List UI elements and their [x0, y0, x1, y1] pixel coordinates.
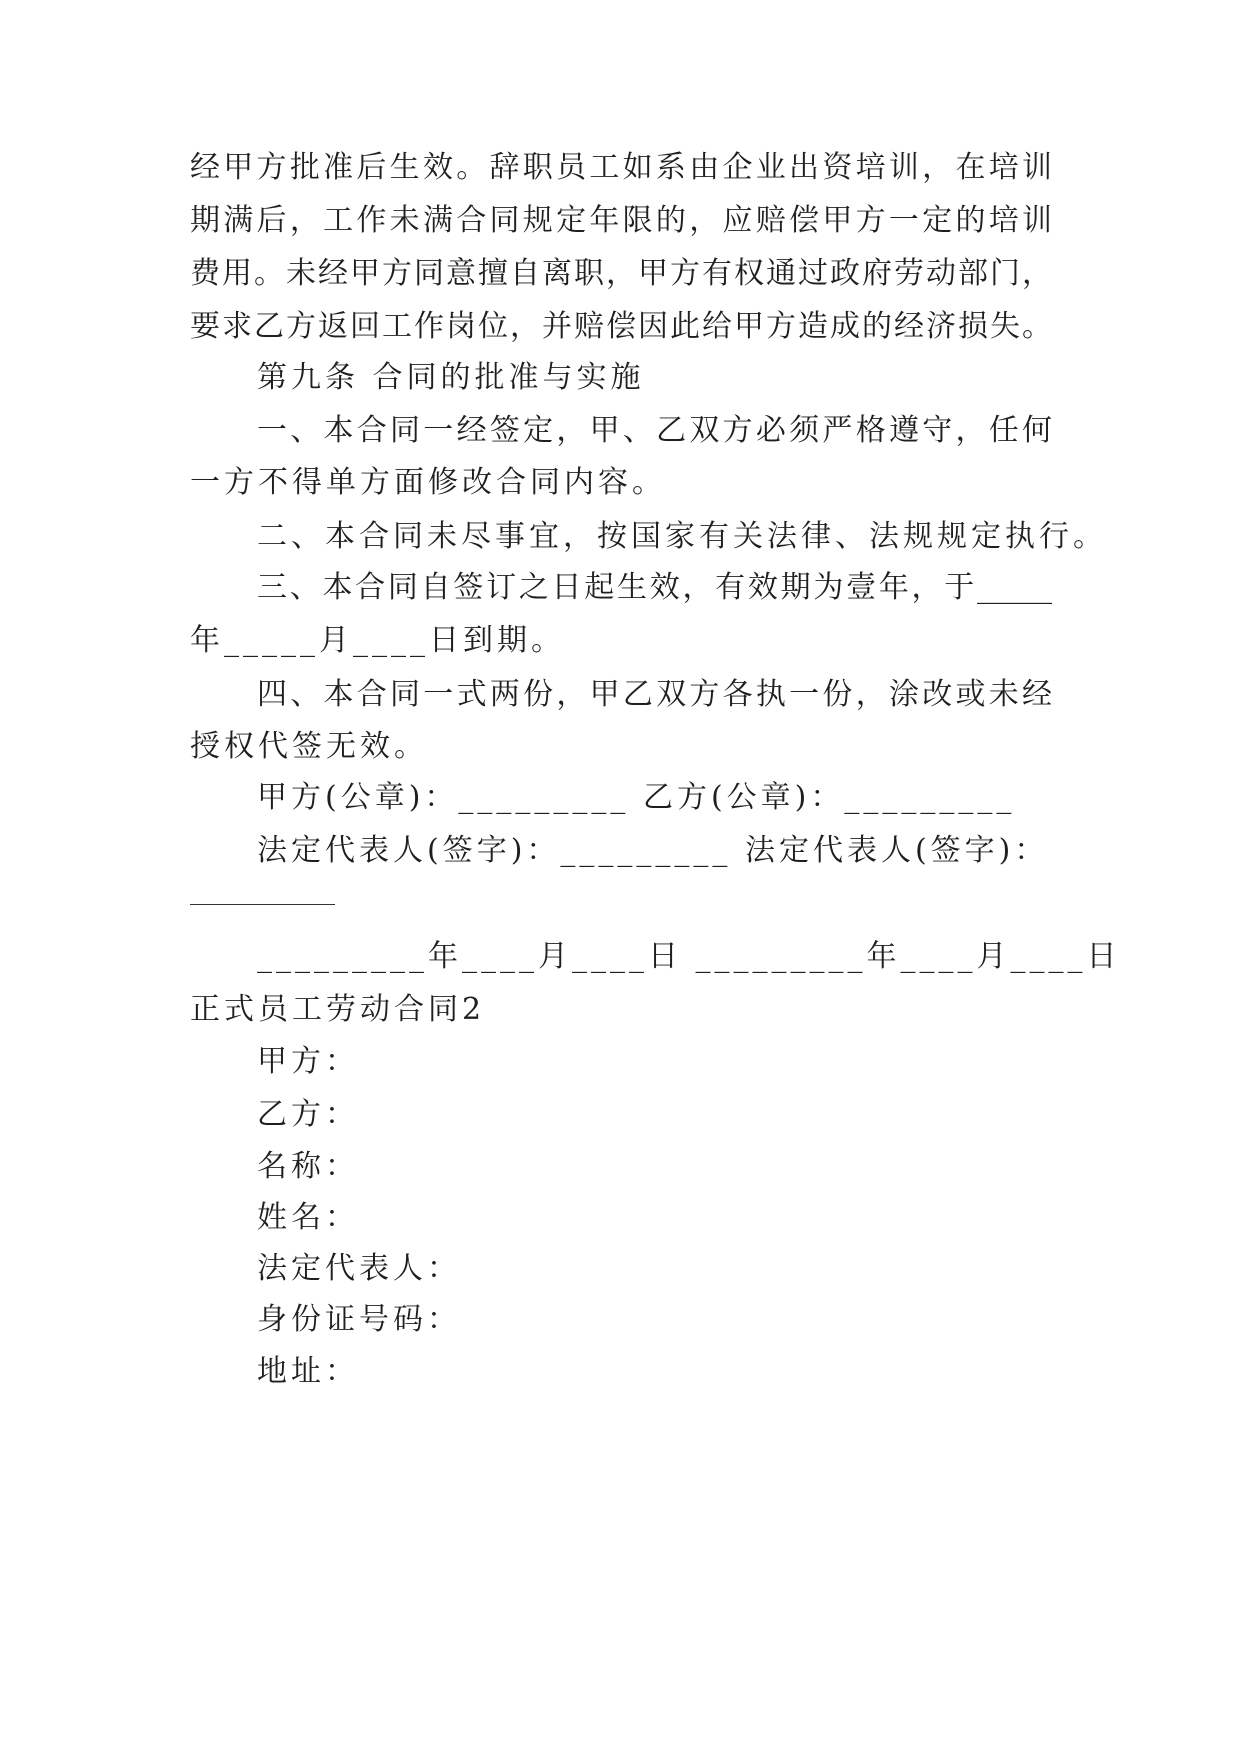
paragraph-line-2: 期满后，工作未满合同规定年限的，应赔偿甲方一定的培训	[190, 203, 1052, 238]
clause-1-line-2: 一方不得单方面修改合同内容。	[190, 465, 666, 500]
legal-rep-label: 法定代表人：	[257, 1251, 461, 1286]
paragraph-line-1: 经甲方批准后生效。辞职员工如系由企业出资培训，在培训	[190, 150, 1052, 185]
date-line: _________年____月____日 _________年____月____日	[257, 939, 1121, 974]
address-label: 地址：	[257, 1354, 359, 1389]
clause-1-line-1: 一、本合同一经签定，甲、乙双方必须严格遵守，任何	[257, 413, 1052, 448]
contract-title: 正式员工劳动合同2	[190, 992, 486, 1027]
signature-blank	[190, 904, 335, 905]
party-b-label: 乙方：	[257, 1097, 359, 1132]
clause-3-line-1: 三、本合同自签订之日起生效，有效期为壹年，于_____	[257, 570, 1052, 605]
article-heading: 第九条 合同的批准与实施	[257, 360, 645, 395]
person-name-label: 姓名：	[257, 1200, 359, 1235]
clause-2: 二、本合同未尽事宜，按国家有关法律、法规规定执行。	[257, 519, 1107, 554]
name-label: 名称：	[257, 1149, 359, 1184]
signature-line: 法定代表人(签字)：_________ 法定代表人(签字)：	[257, 833, 1049, 868]
clause-3-line-2: 年_____月____日到期。	[190, 623, 565, 658]
paragraph-line-3: 费用。未经甲方同意擅自离职，甲方有权通过政府劳动部门，	[190, 256, 1052, 291]
id-number-label: 身份证号码：	[257, 1302, 461, 1337]
seal-line: 甲方(公章)：_________ 乙方(公章)：_________	[257, 780, 1016, 815]
paragraph-line-4: 要求乙方返回工作岗位，并赔偿因此给甲方造成的经济损失。	[190, 309, 1052, 344]
party-a-label: 甲方：	[257, 1044, 359, 1079]
clause-4-line-1: 四、本合同一式两份，甲乙双方各执一份，涂改或未经	[257, 677, 1052, 712]
clause-4-line-2: 授权代签无效。	[190, 729, 428, 764]
